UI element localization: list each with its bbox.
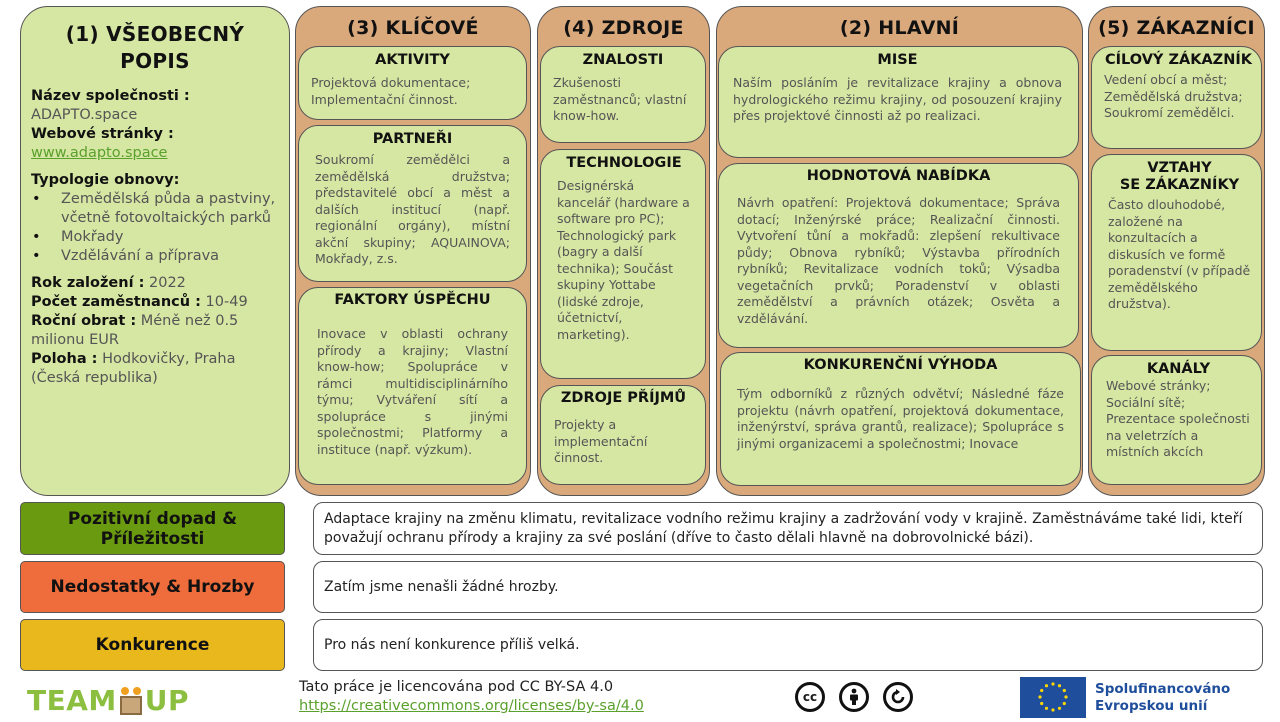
row-label-threats: Nedostatky & Hrozby	[20, 561, 285, 613]
target-customer-title: CÍLOVÝ ZÁKAZNÍK	[1105, 52, 1252, 68]
company-value: ADAPTO.space	[31, 107, 138, 123]
company-label: Název společnosti :	[31, 88, 190, 104]
typology-item: • Vzdělávání a příprava	[61, 247, 279, 266]
eu-flag-icon	[1020, 677, 1086, 718]
typology-label: Typologie obnovy:	[31, 172, 180, 188]
competitive-advantage-title: KONKURENČNÍ VÝHODA	[803, 357, 998, 373]
resources-column-title: (4) ZDROJE	[563, 17, 684, 39]
customer-relations-title-line2: SE ZÁKAZNÍKY	[1119, 177, 1240, 193]
teamup-logo-left: TEAM	[27, 683, 117, 717]
location-label: Poloha :	[31, 351, 98, 367]
competitive-advantage-text: Tým odborníků z různých odvětví; Následné fáze projektu (návrh opatření, projektová dokumentace, inženýrství, správa grantů, realizace); Spolupráce s jinými organizacemi a společnostmi; Inovace	[737, 386, 1064, 451]
employees-label: Počet zaměstnanců :	[31, 294, 201, 310]
license-block	[299, 678, 759, 716]
target-customer-card	[1091, 46, 1262, 149]
typology-item: • Mokřady	[61, 228, 279, 247]
key-activities-card	[298, 46, 527, 120]
channels-text: Webové stránky; Sociální sítě; Prezentace společnosti na veletrzích a místních akcích	[1106, 378, 1250, 459]
technology-title: TECHNOLOGIE	[566, 155, 682, 171]
web-label: Webové stránky :	[31, 126, 174, 142]
row-label-opportunities: Pozitivní dopad & Příležitosti	[20, 502, 285, 555]
customer-relations-card	[1091, 154, 1262, 351]
general-description-panel	[20, 6, 290, 496]
knowledge-title: ZNALOSTI	[582, 52, 664, 68]
mission-text: Naším posláním je revitalizace krajiny a obnova hydrologického režimu krajiny, od posouzení krajiny přes projektové činnosti až po realizaci.	[733, 75, 1062, 123]
success-factors-title: FAKTORY ÚSPĚCHU	[334, 292, 491, 308]
customer-relations-title	[1108, 160, 1251, 194]
teamup-logo-figure-icon	[118, 685, 144, 715]
value-proposition-card	[718, 163, 1079, 348]
share-alike-arrow-icon	[889, 688, 907, 706]
key-partners-title: PARTNEŘI	[372, 131, 453, 147]
cc-icons	[795, 682, 913, 712]
customers-column-title: (5) ZÁKAZNÍCI	[1098, 17, 1255, 39]
mission-card	[718, 46, 1079, 158]
row-text-opportunities: Adaptace krajiny na změnu klimatu, revitalizace vodního režimu krajiny a zadržování vody v krajině. Zaměstnáváme také lidi, kteří považují ochranu přírody a krajiny za své poslání (dříve to často dělali hlavně na dobrovolnické bázi).	[313, 502, 1263, 555]
key-partners-card	[298, 125, 527, 282]
eu-line-2: Evropskou unií	[1095, 697, 1208, 714]
success-factors-text: Inovace v oblasti ochrany přírody a krajiny; Vlastní know-how; Spolupráce v rámci multidisciplinárního týmu; Vytváření sítí a spolupráce s jinými společnostmi; Platformy a instituce (např. výzkum).	[317, 326, 508, 457]
cc-icon: cc	[795, 682, 825, 712]
eu-cofunding	[1020, 677, 1240, 718]
eu-line-1: Spolufinancováno	[1095, 680, 1231, 697]
location-value: Hodkovičky, Praha (Česká republika)	[31, 351, 236, 386]
founded-value: 2022	[149, 275, 186, 291]
key-column-title: (3) KLÍČOVÉ	[347, 17, 479, 39]
channels-title: KANÁLY	[1146, 361, 1211, 377]
channels-card	[1091, 355, 1262, 485]
customer-relations-title-line1: VZTAHY	[1147, 160, 1212, 176]
website-link[interactable]: www.adapto.space	[31, 145, 168, 161]
technology-card	[540, 149, 706, 379]
teamup-logo	[27, 680, 189, 720]
main-column-title: (2) HLAVNÍ	[839, 17, 960, 39]
sa-icon	[883, 682, 913, 712]
turnover-value: Méně než 0.5 milionu EUR	[31, 313, 239, 348]
row-label-competition: Konkurence	[20, 619, 285, 671]
success-factors-card	[298, 287, 527, 485]
income-sources-title: ZDROJE PŘÍJMŮ	[560, 390, 687, 406]
teamup-logo-right: UP	[144, 683, 190, 717]
row-text-competition: Pro nás není konkurence příliš velká.	[313, 619, 1263, 671]
by-icon	[839, 682, 869, 712]
key-partners-text: Soukromí zemědělci a zemědělská družstva; představitelé obcí a měst a dalších institucí (např. regionální orgány), místní akční skupiny; AQUAINOVA; Mokřady, z.s.	[315, 152, 510, 266]
license-link[interactable]: https://creativecommons.org/licenses/by-sa/4.0	[299, 698, 644, 714]
typology-list	[31, 190, 279, 266]
customer-relations-text: Často dlouhodobé, založené na konzultacích a diskusích ve formě poradenství (v případě zemědělského družstva).	[1108, 197, 1251, 311]
turnover-label: Roční obrat :	[31, 313, 137, 329]
knowledge-card	[540, 46, 706, 143]
key-activities-title: AKTIVITY	[375, 52, 450, 68]
income-sources-text: Projekty a implementační činnost.	[554, 417, 648, 465]
general-description-title: (1) VŠEOBECNÝ POPIS	[65, 22, 245, 73]
mission-title: MISE	[877, 52, 918, 68]
typology-item: • Zemědělská půda a pastviny, včetně fotovoltaických parků	[61, 190, 279, 228]
technology-text: Designérská kancelář (hardware a software pro PC); Technologický park (bagry a další technika); Součást skupiny Yottabe (lidské zdroje, účetnictví, marketing).	[557, 178, 690, 342]
value-proposition-text: Návrh opatření: Projektová dokumentace; Správa dotací; Inženýrské práce; Realizační činnosti. Vytvoření tůní a mokřadů: zlepšení rekultivace půdy; Obnova rybníků; Výstavba přírodních rybníků; Revitalizace vodních toků; Výsadba vegetačních prvků; Poradenství v oblasti zemědělství a právních otázek; Osvěta a vzdělávání.	[737, 195, 1060, 326]
income-sources-card	[540, 385, 706, 485]
license-text: Tato práce je licencována pod CC BY-SA 4.0	[299, 679, 614, 695]
key-activities-text: Projektová dokumentace; Implementační činnost.	[311, 75, 471, 107]
row-text-threats: Zatím jsme nenašli žádné hrozby.	[313, 561, 1263, 613]
founded-label: Rok založení :	[31, 275, 145, 291]
person-icon	[847, 688, 861, 706]
competitive-advantage-card	[720, 352, 1081, 486]
knowledge-text: Zkušenosti zaměstnanců; vlastní know-how.	[553, 75, 687, 123]
employees-value: 10-49	[205, 294, 248, 310]
value-proposition-title: HODNOTOVÁ NABÍDKA	[806, 168, 991, 184]
target-customer-text: Vedení obcí a měst; Zemědělská družstva; Soukromí zemědělci.	[1104, 72, 1243, 120]
